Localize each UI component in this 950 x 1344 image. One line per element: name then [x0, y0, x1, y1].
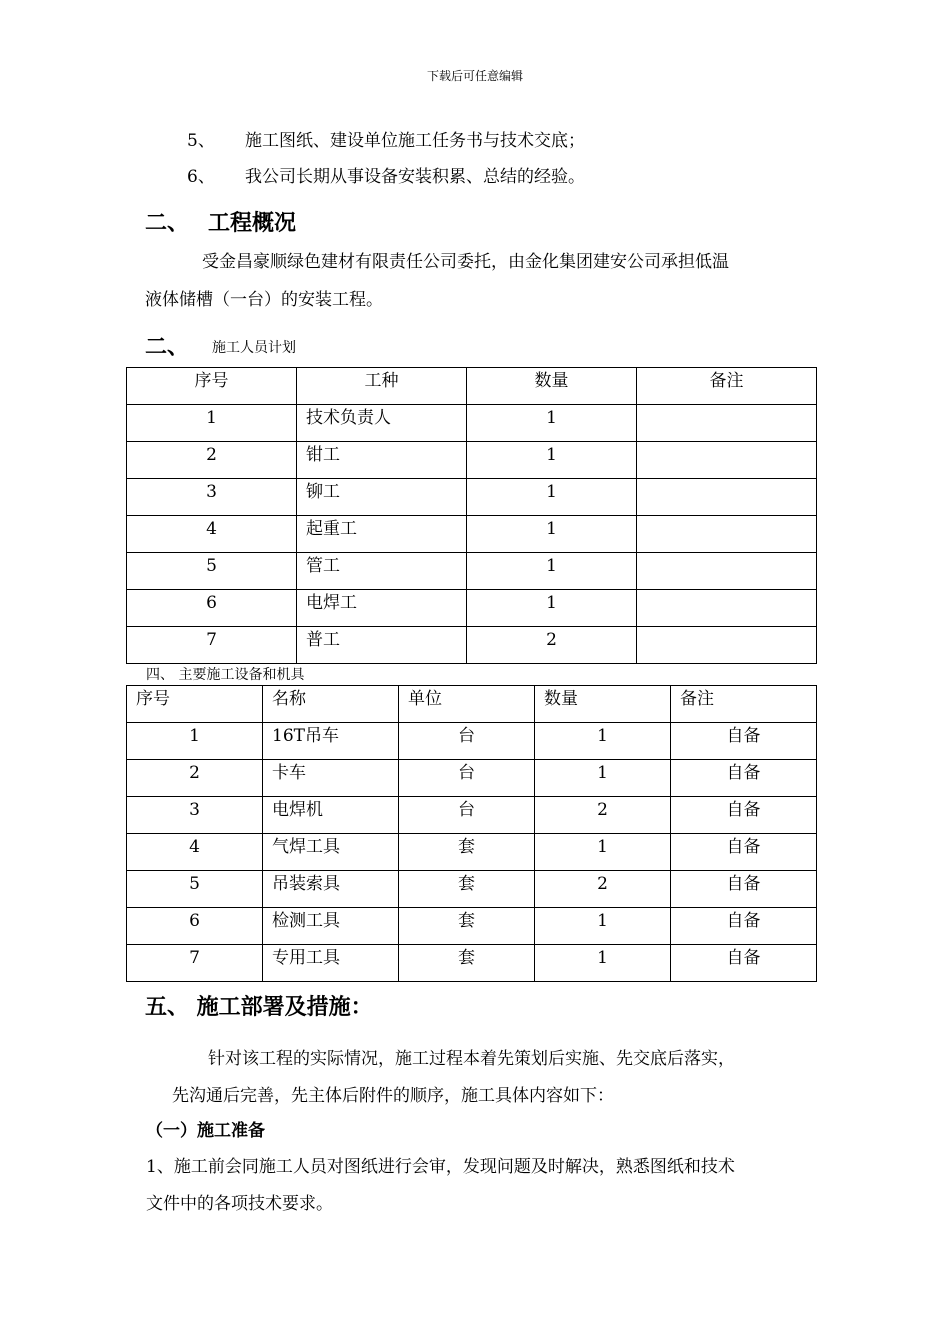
table-row — [127, 760, 817, 797]
table-cell: 5 — [127, 553, 297, 590]
table-cell — [637, 442, 817, 479]
table-cell: 检测工具 — [263, 908, 399, 945]
table-cell — [637, 553, 817, 590]
table-row — [127, 516, 817, 553]
table-header-cell: 备注 — [671, 686, 817, 723]
table-cell: 铆工 — [297, 479, 467, 516]
table-cell: 4 — [127, 516, 297, 553]
table-cell: 套 — [399, 908, 535, 945]
table-header-cell: 工种 — [297, 368, 467, 405]
table-header-cell: 序号 — [127, 686, 263, 723]
section-title: 五、 施工部署及措施： — [145, 994, 373, 1020]
table-cell — [637, 479, 817, 516]
table-cell: 自备 — [671, 945, 817, 982]
table-cell: 吊装索具 — [263, 871, 399, 908]
paragraph-line: 受金昌豪顺绿色建材有限责任公司委托，由金化集团建安公司承担低温 — [202, 252, 729, 272]
table-header-cell: 名称 — [263, 686, 399, 723]
table-cell: 气焊工具 — [263, 834, 399, 871]
table-header-row — [127, 686, 817, 723]
paragraph-line: 针对该工程的实际情况，施工过程本着先策划后实施、先交底后落实， — [208, 1049, 735, 1069]
table-row — [127, 834, 817, 871]
table-cell: 5 — [127, 871, 263, 908]
table-cell: 台 — [399, 723, 535, 760]
table-cell: 起重工 — [297, 516, 467, 553]
table-cell: 钳工 — [297, 442, 467, 479]
table-cell: 自备 — [671, 834, 817, 871]
table-row — [127, 405, 817, 442]
table-cell: 普工 — [297, 627, 467, 664]
table-cell: 套 — [399, 871, 535, 908]
table-cell: 1 — [467, 442, 637, 479]
table-row — [127, 908, 817, 945]
table-cell: 2 — [127, 442, 297, 479]
table-cell: 4 — [127, 834, 263, 871]
table-cell: 套 — [399, 834, 535, 871]
table-header-cell: 备注 — [637, 368, 817, 405]
table-cell: 电焊机 — [263, 797, 399, 834]
table-cell: 1 — [467, 516, 637, 553]
table-row — [127, 723, 817, 760]
table-cell: 管工 — [297, 553, 467, 590]
table-row — [127, 553, 817, 590]
table-cell: 自备 — [671, 760, 817, 797]
table-header-cell: 数量 — [535, 686, 671, 723]
table-cell: 2 — [535, 871, 671, 908]
table-cell: 1 — [127, 723, 263, 760]
table-cell: 1 — [467, 405, 637, 442]
section-number: 二、 — [145, 210, 190, 236]
table-cell: 2 — [127, 760, 263, 797]
paragraph-line: 1、施工前会同施工人员对图纸进行会审，发现问题及时解决，熟悉图纸和技术 — [146, 1157, 735, 1177]
list-item-text: 施工图纸、建设单位施工任务书与技术交底； — [245, 131, 585, 151]
table-cell: 技术负责人 — [297, 405, 467, 442]
table-cell: 1 — [127, 405, 297, 442]
table-cell: 1 — [535, 723, 671, 760]
table-row — [127, 479, 817, 516]
table-row — [127, 627, 817, 664]
table-cell — [637, 627, 817, 664]
table-cell: 2 — [467, 627, 637, 664]
table-cell: 套 — [399, 945, 535, 982]
table-cell: 自备 — [671, 908, 817, 945]
table-cell: 6 — [127, 590, 297, 627]
list-item-number: 5、 — [187, 131, 215, 151]
staff-table — [126, 367, 817, 664]
section-number: 二、 — [145, 334, 190, 360]
table-cell: 1 — [535, 834, 671, 871]
table-cell: 7 — [127, 945, 263, 982]
paragraph-line: 液体储槽（一台）的安装工程。 — [145, 290, 383, 310]
list-item-number: 6、 — [187, 167, 215, 187]
list-item-text: 我公司长期从事设备安装积累、总结的经验。 — [245, 167, 585, 187]
table-cell: 1 — [467, 479, 637, 516]
section-title: 工程概况 — [208, 210, 297, 236]
table-row — [127, 871, 817, 908]
table-cell: 1 — [467, 590, 637, 627]
table-cell: 3 — [127, 797, 263, 834]
table-cell — [637, 516, 817, 553]
table-cell: 卡车 — [263, 760, 399, 797]
table-cell: 自备 — [671, 871, 817, 908]
table-cell: 7 — [127, 627, 297, 664]
table-cell: 1 — [535, 760, 671, 797]
table-row — [127, 590, 817, 627]
table-row — [127, 442, 817, 479]
table-cell: 自备 — [671, 797, 817, 834]
table-header-cell: 单位 — [399, 686, 535, 723]
table-header-cell: 序号 — [127, 368, 297, 405]
table-row — [127, 797, 817, 834]
table-cell: 1 — [535, 945, 671, 982]
table-cell: 6 — [127, 908, 263, 945]
table-cell: 1 — [535, 908, 671, 945]
table-cell: 16T吊车 — [263, 723, 399, 760]
table-header-row — [127, 368, 817, 405]
table-cell: 3 — [127, 479, 297, 516]
table-cell: 1 — [467, 553, 637, 590]
page-header: 下载后可任意编辑 — [426, 69, 523, 83]
table-cell: 电焊工 — [297, 590, 467, 627]
section-title: 四、 主要施工设备和机具 — [146, 667, 305, 683]
paragraph-line: 先沟通后完善，先主体后附件的顺序，施工具体内容如下： — [172, 1086, 614, 1106]
table-cell — [637, 405, 817, 442]
table-cell: 2 — [535, 797, 671, 834]
section-title: 施工人员计划 — [212, 340, 296, 356]
table-header-cell: 数量 — [467, 368, 637, 405]
table-cell — [637, 590, 817, 627]
table-cell: 台 — [399, 760, 535, 797]
table-row — [127, 945, 817, 982]
table-cell: 专用工具 — [263, 945, 399, 982]
table-cell: 台 — [399, 797, 535, 834]
paragraph-line: 文件中的各项技术要求。 — [146, 1194, 333, 1214]
subsection-title: （一）施工准备 — [146, 1121, 265, 1141]
table-cell: 自备 — [671, 723, 817, 760]
equipment-table — [126, 685, 817, 982]
